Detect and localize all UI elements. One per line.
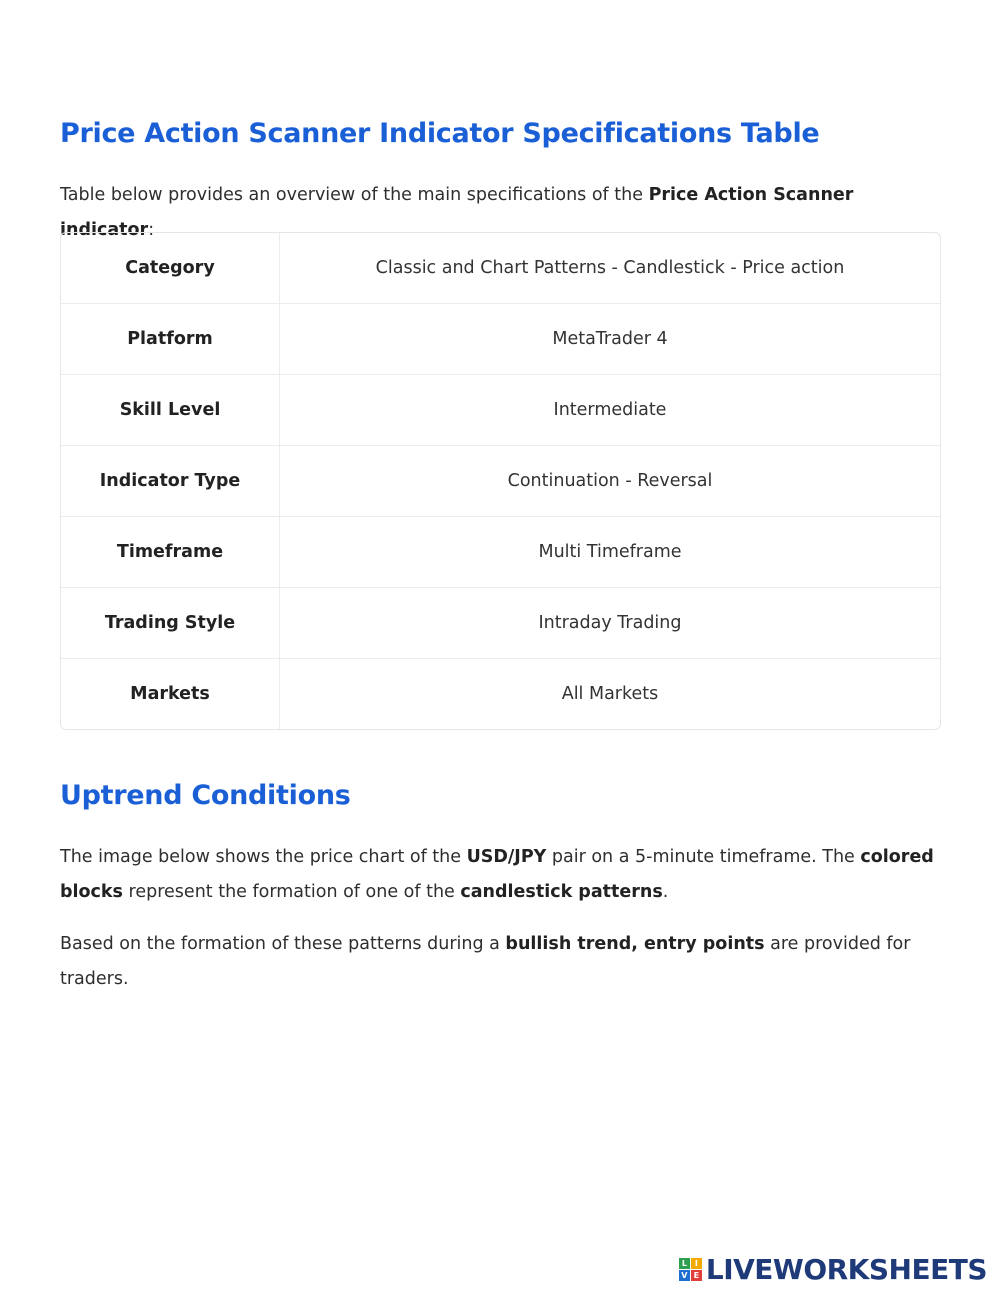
spec-value: All Markets	[561, 684, 659, 704]
uptrend-paragraph-1	[60, 840, 941, 910]
text-run: pair on a 5-minute timeframe. The	[546, 847, 861, 867]
spec-value: Classic and Chart Patterns - Candlestick - Price action	[280, 233, 940, 304]
table-row	[61, 659, 940, 729]
uptrend-section-title: Uptrend Conditions	[60, 780, 351, 811]
text-run: are provided for traders.	[60, 934, 911, 989]
table-row	[61, 233, 940, 304]
spec-value: Multi Timeframe	[280, 517, 940, 588]
spec-value: Intraday Trading	[280, 588, 940, 659]
bold-run: candlestick patterns	[460, 882, 663, 902]
spec-key: Timeframe	[61, 517, 280, 588]
spec-value: MetaTrader 4	[280, 304, 940, 375]
logo-mark-letter: E	[691, 1270, 702, 1281]
table-row	[61, 517, 940, 588]
spec-key: Platform	[61, 304, 280, 375]
spec-key: Markets	[61, 659, 280, 729]
spec-value: Continuation - Reversal	[280, 446, 940, 517]
spec-key: Skill Level	[61, 375, 280, 446]
table-row	[61, 588, 940, 659]
table-row	[61, 304, 940, 375]
text-run: Based on the formation of these patterns during a	[60, 934, 506, 954]
text-run: The image below shows the price chart of the	[60, 847, 467, 867]
spec-value: Intermediate	[280, 375, 940, 446]
spec-key: Category	[61, 233, 280, 304]
logo-mark-letter: V	[679, 1270, 690, 1281]
logo-mark-letter: L	[679, 1258, 690, 1269]
intro-colon: :	[148, 220, 155, 240]
spec-key: Indicator Type	[61, 446, 280, 517]
bold-run: USD/JPY	[466, 847, 547, 867]
table-row	[61, 375, 940, 446]
specs-section-title: Price Action Scanner Indicator Specifications Table	[60, 118, 820, 149]
specifications-table	[60, 232, 941, 730]
intro-bold-indicator: Price Action Scanner indicator	[60, 185, 854, 240]
bold-run: bullish trend, entry points	[505, 934, 765, 954]
text-run: .	[662, 882, 669, 902]
logo-mark-icon	[679, 1258, 702, 1281]
text-run: represent the formation of one of the	[122, 882, 461, 902]
table-row	[61, 446, 940, 517]
logo-mark-letter: I	[691, 1258, 702, 1269]
logo-wordmark: LIVEWORKSHEETS	[705, 1252, 987, 1286]
intro-text: Table below provides an overview of the main specifications of the	[60, 185, 649, 205]
uptrend-paragraph-2	[60, 927, 941, 997]
spec-key: Trading Style	[61, 588, 280, 659]
bold-run: colored blocks	[60, 847, 934, 902]
liveworksheets-logo	[679, 1252, 987, 1286]
